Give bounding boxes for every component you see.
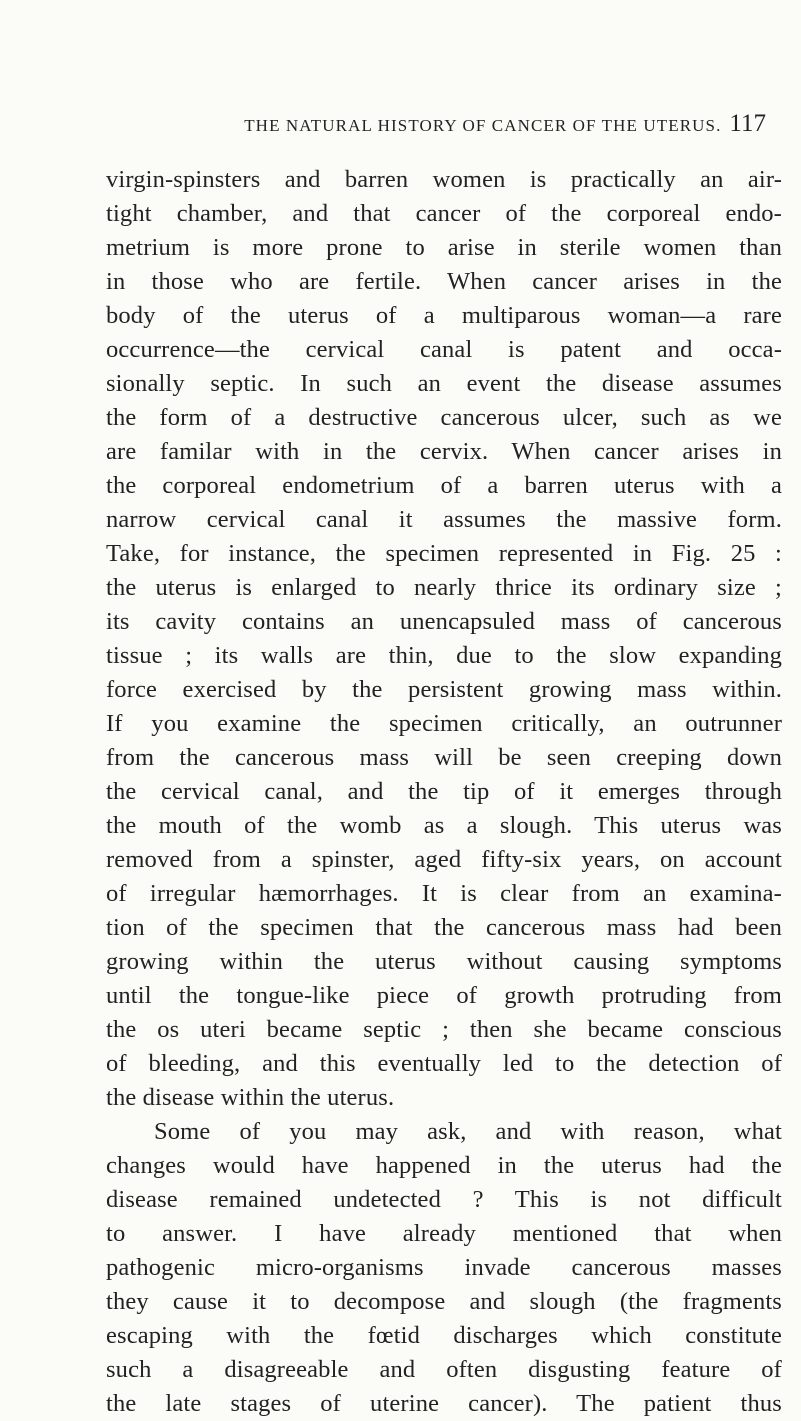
text-line: narrow cervical canal it assumes the massive form. bbox=[106, 506, 782, 533]
text-line: the corporeal endometrium of a barren uterus with a bbox=[106, 472, 782, 499]
text-line: Some of you may ask, and with reason, what bbox=[154, 1118, 782, 1145]
text-line: until the tongue-like piece of growth protruding from bbox=[106, 982, 782, 1009]
text-line: of irregular hæmorrhages. It is clear from an examina- bbox=[106, 880, 782, 907]
text-line: occurrence—the cervical canal is patent and occa- bbox=[106, 336, 782, 363]
text-line: they cause it to decompose and slough (the fragments bbox=[106, 1288, 782, 1315]
text-line: virgin-spinsters and barren women is practically an air- bbox=[106, 166, 782, 193]
text-line: the disease within the uterus. bbox=[106, 1084, 395, 1111]
text-line: tight chamber, and that cancer of the corporeal endo- bbox=[106, 200, 782, 227]
body-text bbox=[106, 163, 782, 1421]
text-line: sionally septic. In such an event the disease assumes bbox=[106, 370, 782, 397]
text-line: the form of a destructive cancerous ulcer, such as we bbox=[106, 404, 782, 431]
text-line: If you examine the specimen critically, an outrunner bbox=[106, 710, 782, 737]
text-line: of bleeding, and this eventually led to the detection of bbox=[106, 1050, 782, 1077]
page-number: 117 bbox=[729, 110, 766, 137]
text-line: body of the uterus of a multiparous woman—a rare bbox=[106, 302, 782, 329]
text-line: pathogenic micro-organisms invade cancerous masses bbox=[106, 1254, 782, 1281]
text-line: the cervical canal, and the tip of it emerges through bbox=[106, 778, 782, 805]
text-line: changes would have happened in the uterus had the bbox=[106, 1152, 782, 1179]
text-line: are familar with in the cervix. When cancer arises in bbox=[106, 438, 782, 465]
text-line: metrium is more prone to arise in sterile women than bbox=[106, 234, 782, 261]
running-title: THE NATURAL HISTORY OF CANCER OF THE UTERUS. bbox=[244, 116, 722, 135]
running-header bbox=[140, 111, 766, 135]
text-line: its cavity contains an unencapsuled mass of cancerous bbox=[106, 608, 782, 635]
text-line: force exercised by the persistent growing mass within. bbox=[106, 676, 782, 703]
text-line: from the cancerous mass will be seen creeping down bbox=[106, 744, 782, 771]
text-line: the late stages of uterine cancer). The patient thus bbox=[106, 1390, 782, 1417]
text-line: the uterus is enlarged to nearly thrice its ordinary size ; bbox=[106, 574, 782, 601]
text-line: the mouth of the womb as a slough. This uterus was bbox=[106, 812, 782, 839]
text-line: removed from a spinster, aged fifty-six years, on account bbox=[106, 846, 782, 873]
text-line: disease remained undetected ? This is not difficult bbox=[106, 1186, 782, 1213]
text-line: tion of the specimen that the cancerous mass had been bbox=[106, 914, 782, 941]
text-line: escaping with the fœtid discharges which constitute bbox=[106, 1322, 782, 1349]
text-line: Take, for instance, the specimen represented in Fig. 25 : bbox=[106, 540, 782, 567]
text-line: the os uteri became septic ; then she became conscious bbox=[106, 1016, 782, 1043]
text-line: growing within the uterus without causing symptoms bbox=[106, 948, 782, 975]
text-line: tissue ; its walls are thin, due to the slow expanding bbox=[106, 642, 782, 669]
text-line: to answer. I have already mentioned that when bbox=[106, 1220, 782, 1247]
text-line: in those who are fertile. When cancer arises in the bbox=[106, 268, 782, 295]
text-line: such a disagreeable and often disgusting feature of bbox=[106, 1356, 782, 1383]
